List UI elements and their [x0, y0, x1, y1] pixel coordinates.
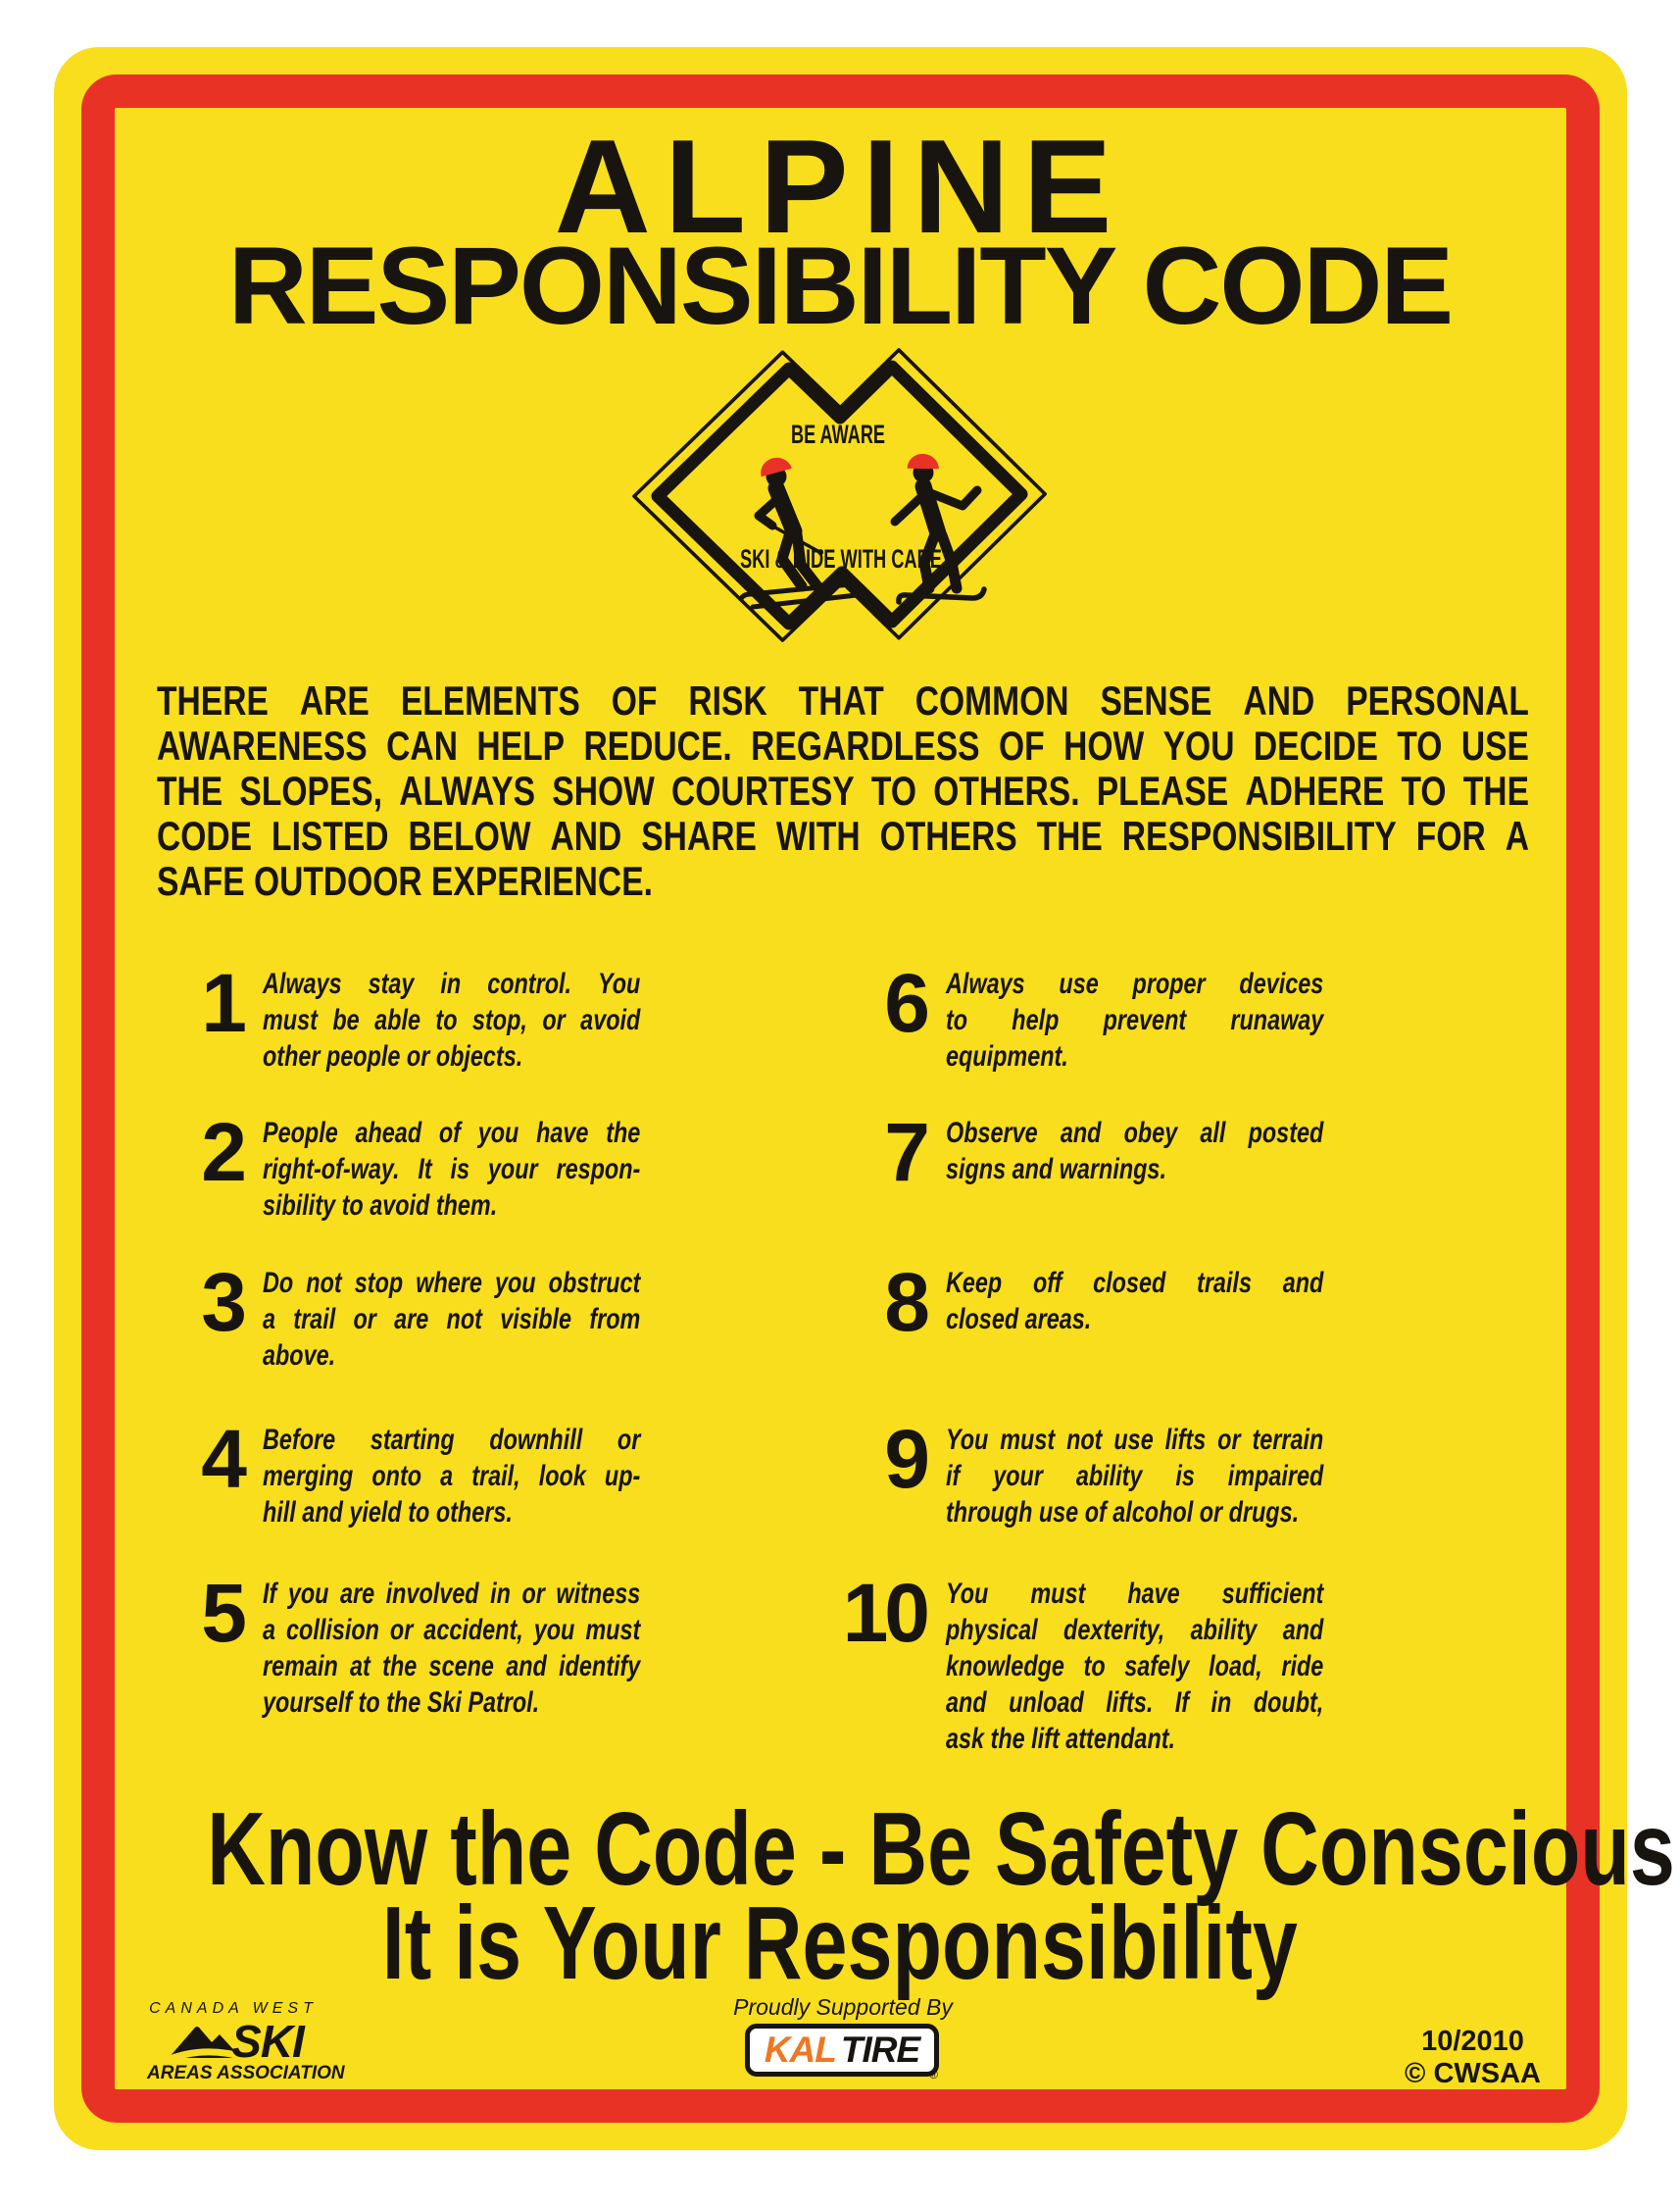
item-line: If you are involved in or witness: [263, 1578, 641, 1610]
item-number: 3: [201, 1256, 243, 1348]
item-line: Keep off closed trails and: [946, 1267, 1324, 1299]
item-line: if your ability is impaired: [946, 1460, 1324, 1492]
item-line: You must not use lifts or terrain: [946, 1424, 1324, 1456]
intro-line: THE SLOPES, ALWAYS SHOW COURTESY TO OTHERS. PLEASE ADHERE TO THE: [157, 768, 1529, 814]
item-line: merging onto a trail, look up-: [263, 1460, 641, 1492]
intro-line: AWARENESS CAN HELP REDUCE. REGARDLESS OF HOW YOU DECIDE TO USE: [157, 723, 1529, 769]
cwsaa-canada-west-label: CANADA WEST: [149, 2000, 318, 2017]
cwsaa-logo: [147, 2000, 345, 2084]
item-line: through use of alcohol or drugs.: [946, 1496, 1300, 1529]
item-line: other people or objects.: [263, 1040, 523, 1073]
poster-title-line2: RESPONSIBILITY CODE: [227, 225, 1453, 347]
kal-tire-tire-text: TIRE: [840, 2030, 920, 2070]
item-line: Do not stop where you obstruct: [263, 1267, 641, 1299]
kal-tire-logo: [745, 2024, 939, 2081]
item-line: must be able to stop, or avoid: [263, 1004, 641, 1036]
item-text: [263, 1576, 640, 1721]
item-number: 6: [884, 957, 926, 1049]
item-line: yourself to the Ski Patrol.: [263, 1686, 540, 1719]
tagline-line2: [0, 1885, 1680, 2001]
cwsaa-logo-row: [147, 2016, 320, 2068]
item-line: a collision or accident, you must: [263, 1614, 641, 1646]
item-text: [263, 966, 640, 1075]
ski-ride-with-care-label: SKI & RIDE WITH CARE: [740, 544, 942, 574]
poster-title-line1: ALPINE: [554, 112, 1126, 261]
cwsaa-areas-association-label: AREAS ASSOCIATION: [147, 2063, 345, 2083]
item-number: 10: [842, 1567, 926, 1659]
tagline-line2-text: It is Your Responsibility: [381, 1885, 1299, 2001]
item-number: 7: [884, 1106, 926, 1198]
proudly-supported-by-label: Proudly Supported By: [733, 1994, 953, 2020]
item-number: 8: [884, 1256, 926, 1348]
cwsaa-ski-label: SKI: [231, 2016, 304, 2068]
item-line: Always stay in control. You: [263, 968, 641, 1000]
item-line: Observe and obey all posted: [946, 1117, 1324, 1149]
item-text: [946, 1265, 1323, 1337]
item-number: 9: [884, 1413, 926, 1505]
item-line: equipment.: [946, 1040, 1068, 1073]
item-text: [263, 1115, 640, 1224]
item-number: 4: [201, 1413, 243, 1505]
item-line: Before starting downhill or: [263, 1424, 641, 1456]
kal-tire-kal-text: KAL: [764, 2030, 836, 2070]
item-text: [263, 1422, 640, 1530]
intro-line: CODE LISTED BELOW AND SHARE WITH OTHERS THE RESPONSIBILITY FOR A: [157, 813, 1529, 859]
item-text: [946, 1576, 1323, 1757]
item-line: physical dexterity, ability and: [946, 1614, 1324, 1646]
registered-trademark-icon: ®: [929, 2068, 938, 2081]
intro-paragraph: [157, 678, 1529, 904]
item-line: right-of-way. It is your respon-: [263, 1153, 641, 1185]
item-line: remain at the scene and identify: [263, 1650, 641, 1682]
item-line: Always use proper devices: [946, 968, 1324, 1000]
item-line: knowledge to safely load, ride: [946, 1650, 1324, 1682]
item-number: 5: [201, 1567, 243, 1659]
item-line: above.: [263, 1339, 336, 1372]
intro-line: SAFE OUTDOOR EXPERIENCE.: [157, 858, 653, 904]
item-line: signs and warnings.: [946, 1153, 1166, 1185]
item-line: a trail or are not visible from: [263, 1303, 641, 1335]
footer-right-block: [1392, 2026, 1554, 2090]
be-aware-diamond-sign: [618, 341, 1063, 653]
intro-paragraph-lines: [157, 678, 1529, 904]
item-line: ask the lift attendant.: [946, 1723, 1176, 1755]
item-line: and unload lifts. If in doubt,: [946, 1686, 1324, 1719]
poster-date: 10/2010: [1421, 2026, 1524, 2057]
item-line: People ahead of you have the: [263, 1117, 641, 1149]
item-text: [946, 1115, 1323, 1187]
item-number: 2: [201, 1106, 243, 1198]
item-text: [946, 1422, 1323, 1530]
item-line: closed areas.: [946, 1303, 1092, 1335]
intro-line: THERE ARE ELEMENTS OF RISK THAT COMMON SENSE AND PERSONAL: [157, 677, 1529, 724]
item-line: to help prevent runaway: [946, 1004, 1324, 1036]
item-line: hill and yield to others.: [263, 1496, 513, 1529]
tagline-line1-text: Know the Code - Be Safety Conscious: [207, 1791, 1675, 1907]
item-number: 1: [201, 957, 243, 1049]
be-aware-label: BE AWARE: [791, 420, 885, 449]
item-text: [263, 1265, 640, 1374]
item-line: You must have sufficient: [946, 1578, 1324, 1610]
item-text: [946, 966, 1323, 1075]
item-line: sibility to avoid them.: [263, 1189, 498, 1222]
poster-copyright: © CWSAA: [1405, 2058, 1541, 2089]
skier-icon: [741, 456, 857, 607]
